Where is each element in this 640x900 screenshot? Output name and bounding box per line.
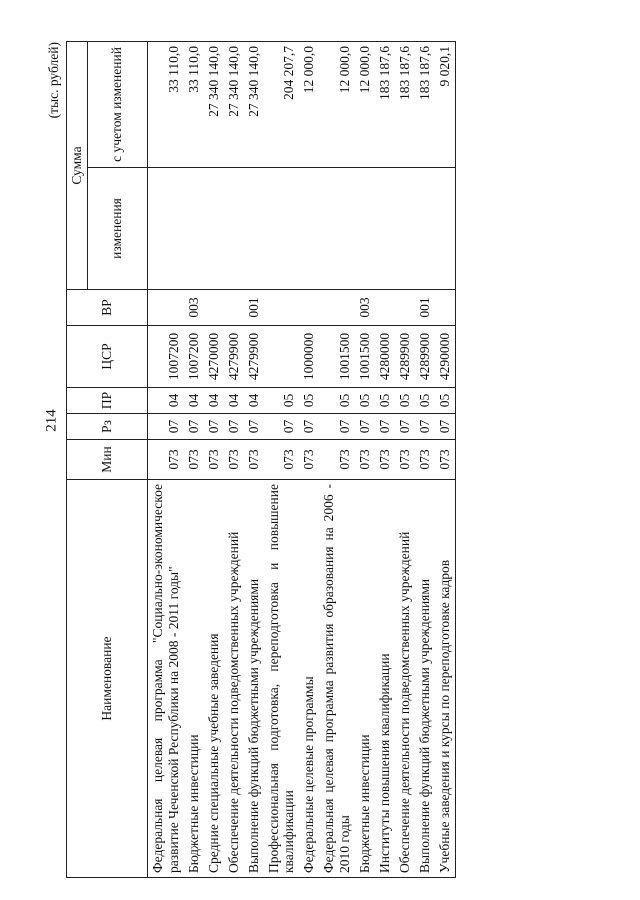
header-vr: ВР [67, 290, 148, 326]
row-vr [299, 290, 319, 326]
units-note: (тыс. рублей) [46, 42, 61, 119]
header-sum: Сумма [67, 41, 88, 289]
row-changes [224, 168, 244, 290]
row-vr [148, 290, 184, 326]
row-name: Федеральная целевая программа развития образования на 2006 - 2010 годы [319, 480, 355, 878]
row-name: Средние специальные учебные заведения [204, 480, 224, 878]
row-changes [355, 168, 375, 290]
row-changes [319, 168, 355, 290]
table-row [204, 41, 224, 877]
row-rz: 07 [319, 414, 355, 440]
row-csr: 4280000 [375, 326, 395, 388]
row-changes [299, 168, 319, 290]
row-pr: 04 [204, 388, 224, 414]
row-min: 073 [224, 440, 244, 480]
row-vr: 003 [355, 290, 375, 326]
row-name: Институты повышения квалификации [375, 480, 395, 878]
row-min: 073 [148, 440, 184, 480]
row-min: 073 [204, 440, 224, 480]
row-name: Федеральная целевая программа "Социально-экономическое развитие Чеченской Республики на 2008 - 2011 годы" [148, 480, 184, 878]
row-vr [435, 290, 455, 326]
header-changes: изменения [88, 168, 148, 290]
row-rz: 07 [299, 414, 319, 440]
table-row [395, 41, 415, 877]
row-changes [415, 168, 435, 290]
row-total: 12 000,0 [299, 41, 319, 167]
row-pr: 05 [319, 388, 355, 414]
table-row [148, 41, 184, 877]
row-name: Выполнение функций бюджетными учреждениями [244, 480, 264, 878]
row-pr: 04 [224, 388, 244, 414]
row-name: Бюджетные инвестиции [184, 480, 204, 878]
row-vr [395, 290, 415, 326]
row-min: 073 [375, 440, 395, 480]
table-row [319, 41, 355, 877]
row-min: 073 [264, 440, 300, 480]
row-name: Федеральные целевые программы [299, 480, 319, 878]
header-pr: ПР [67, 388, 148, 414]
row-changes [264, 168, 300, 290]
row-name: Выполнение функций бюджетными учреждениями [415, 480, 435, 878]
row-csr: 1007200 [148, 326, 184, 388]
table-row [415, 41, 435, 877]
table-row [244, 41, 264, 877]
row-pr: 05 [375, 388, 395, 414]
row-vr [319, 290, 355, 326]
row-pr: 04 [184, 388, 204, 414]
row-changes [435, 168, 455, 290]
row-vr: 003 [184, 290, 204, 326]
rotated-page-content [40, 40, 600, 880]
row-rz: 07 [148, 414, 184, 440]
row-changes [148, 168, 184, 290]
row-total: 183 187,6 [375, 41, 395, 167]
row-csr: 4279900 [244, 326, 264, 388]
row-csr: 1001500 [355, 326, 375, 388]
row-name: Профессиональная подготовка, переподготовка и повышение квалификации [264, 480, 300, 878]
row-pr: 05 [264, 388, 300, 414]
row-pr: 05 [395, 388, 415, 414]
row-name: Обеспечение деятельности подведомственных учреждений [224, 480, 244, 878]
row-total: 33 110,0 [184, 41, 204, 167]
row-total: 27 340 140,0 [204, 41, 224, 167]
row-min: 073 [435, 440, 455, 480]
row-rz: 07 [204, 414, 224, 440]
row-min: 073 [415, 440, 435, 480]
row-csr: 4270000 [204, 326, 224, 388]
row-rz: 07 [264, 414, 300, 440]
row-pr: 04 [148, 388, 184, 414]
table-row [299, 41, 319, 877]
row-min: 073 [395, 440, 415, 480]
row-total: 33 110,0 [148, 41, 184, 167]
row-total: 183 187,6 [415, 41, 435, 167]
row-csr: 1000000 [299, 326, 319, 388]
row-min: 073 [184, 440, 204, 480]
row-total: 27 340 140,0 [224, 41, 244, 167]
row-total: 12 000,0 [355, 41, 375, 167]
row-csr: 4289900 [395, 326, 415, 388]
row-rz: 07 [375, 414, 395, 440]
row-changes [375, 168, 395, 290]
row-changes [184, 168, 204, 290]
row-total: 183 187,6 [395, 41, 415, 167]
row-csr: 1001500 [319, 326, 355, 388]
row-pr: 05 [355, 388, 375, 414]
row-total: 27 340 140,0 [244, 41, 264, 167]
row-name: Обеспечение деятельности подведомственных учреждений [395, 480, 415, 878]
row-rz: 07 [415, 414, 435, 440]
table-header [67, 41, 148, 877]
table-row [355, 41, 375, 877]
row-pr: 05 [435, 388, 455, 414]
row-pr: 05 [299, 388, 319, 414]
table-row [435, 41, 455, 877]
row-csr: 4279900 [224, 326, 244, 388]
row-vr [264, 290, 300, 326]
row-rz: 07 [355, 414, 375, 440]
page-number: 214 [43, 409, 60, 432]
row-vr [224, 290, 244, 326]
row-vr: 001 [415, 290, 435, 326]
row-min: 073 [319, 440, 355, 480]
row-csr: 4289900 [415, 326, 435, 388]
row-vr: 001 [244, 290, 264, 326]
header-min: Мин [67, 440, 148, 480]
row-rz: 07 [435, 414, 455, 440]
row-name: Бюджетные инвестиции [355, 480, 375, 878]
table-row [375, 41, 395, 877]
row-name: Учебные заведения и курсы по переподготовке кадров [435, 480, 455, 878]
header-csr: ЦСР [67, 326, 148, 388]
row-min: 073 [244, 440, 264, 480]
row-csr [264, 326, 300, 388]
row-total: 204 207,7 [264, 41, 300, 167]
table-row [264, 41, 300, 877]
row-csr: 4290000 [435, 326, 455, 388]
table-row [184, 41, 204, 877]
row-min: 073 [299, 440, 319, 480]
header-rz: Рз [67, 414, 148, 440]
row-rz: 07 [224, 414, 244, 440]
row-pr: 04 [244, 388, 264, 414]
row-rz: 07 [184, 414, 204, 440]
row-rz: 07 [244, 414, 264, 440]
row-vr [375, 290, 395, 326]
row-total: 12 000,0 [319, 41, 355, 167]
row-vr [204, 290, 224, 326]
table-row [224, 41, 244, 877]
table-body [148, 41, 456, 877]
header-with-changes: с учетом изменений [88, 41, 148, 167]
row-csr: 1007200 [184, 326, 204, 388]
row-min: 073 [355, 440, 375, 480]
row-pr: 05 [415, 388, 435, 414]
row-rz: 07 [395, 414, 415, 440]
row-total: 9 020,1 [435, 41, 455, 167]
row-changes [244, 168, 264, 290]
header-name: Наименование [67, 480, 148, 878]
row-changes [204, 168, 224, 290]
row-changes [395, 168, 415, 290]
budget-table [66, 41, 456, 878]
